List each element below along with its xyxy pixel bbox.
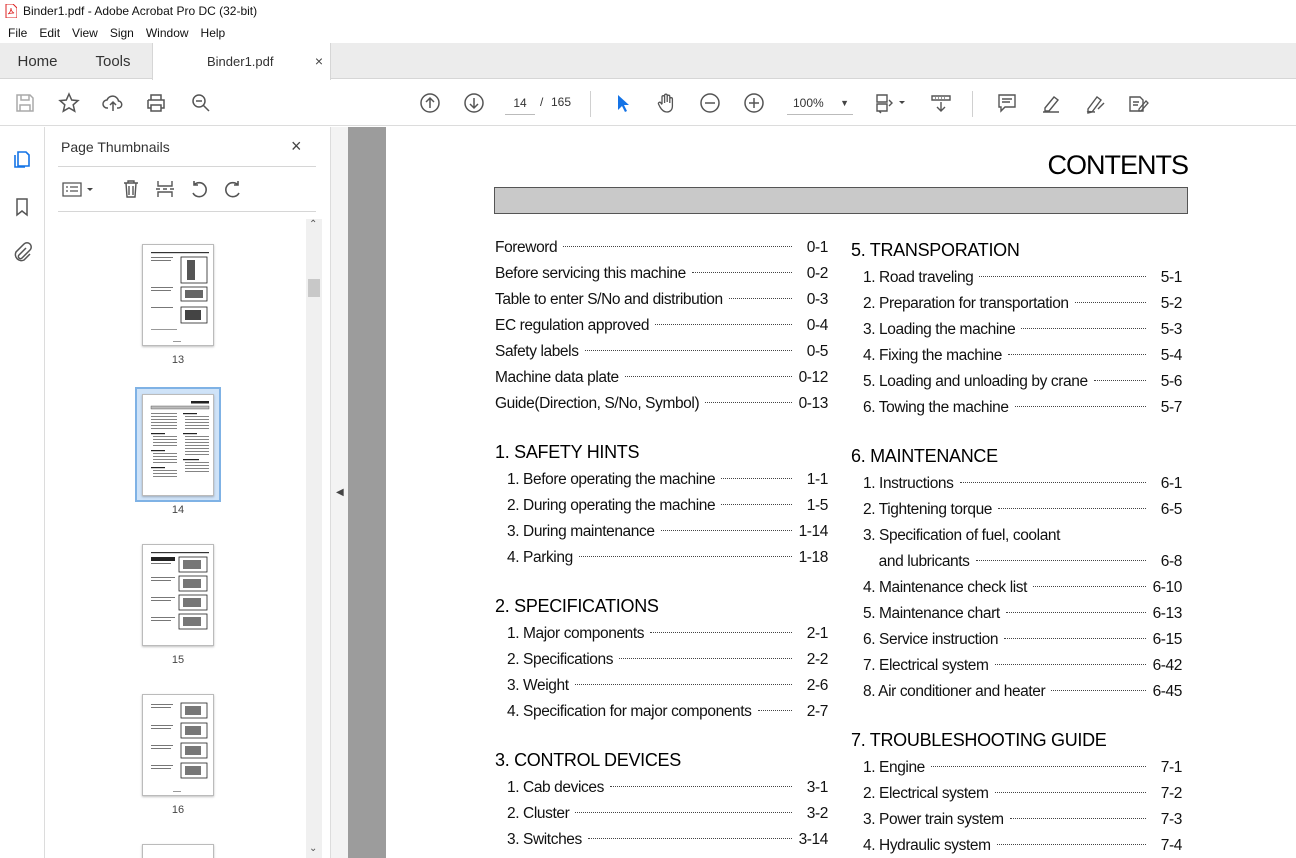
menu-file[interactable]: File <box>8 25 28 40</box>
page-thumbnail-number: 16 <box>171 804 185 816</box>
collapse-panel-arrow-icon[interactable]: ◀ <box>336 487 344 498</box>
toc-section-title: 2. SPECIFICATIONS <box>495 596 659 616</box>
toc-dot-leader <box>1006 612 1146 613</box>
tab-tools[interactable]: Tools <box>95 52 131 70</box>
toc-entry[interactable] <box>495 313 828 339</box>
select-cursor-icon[interactable] <box>610 91 634 115</box>
toolbar-divider <box>590 91 591 117</box>
split-page-icon[interactable] <box>153 177 177 201</box>
toc-entry[interactable] <box>851 833 1182 858</box>
toc-right-column <box>851 235 1182 858</box>
page-thumbnails-icon[interactable] <box>10 147 34 171</box>
toc-entry[interactable] <box>851 549 1182 575</box>
toc-dot-leader <box>585 350 792 351</box>
toc-dot-leader <box>721 478 792 479</box>
toc-entry-page: 6-10 <box>1152 579 1182 596</box>
toc-entry[interactable] <box>495 391 828 417</box>
toc-dot-leader <box>1010 818 1146 819</box>
toc-entry[interactable] <box>495 339 828 365</box>
page-thumbnail-15[interactable] <box>142 544 214 646</box>
toc-section-title: 5. TRANSPORATION <box>851 240 1020 260</box>
toc-entry-page: 6-42 <box>1152 657 1182 674</box>
page-preview-image <box>143 695 214 796</box>
hand-tool-icon[interactable] <box>654 91 678 115</box>
toc-entry-label: 3. Specification of fuel, coolant <box>863 527 1061 544</box>
menu-view[interactable]: View <box>72 25 98 40</box>
toc-entry-label: Foreword <box>495 239 558 256</box>
scroll-down-arrow-icon[interactable]: ⌄ <box>309 843 318 854</box>
toc-left-column <box>495 235 828 853</box>
highlight-pen-icon[interactable] <box>1039 91 1063 115</box>
toc-entry-page: 5-6 <box>1160 373 1182 390</box>
menu-edit[interactable]: Edit <box>39 25 61 40</box>
toc-entry-label: Before servicing this machine <box>495 265 686 282</box>
toc-entry-page: 3-2 <box>806 805 828 822</box>
toc-entry-page: 2-6 <box>806 677 828 694</box>
fill-sign-icon[interactable] <box>1126 91 1150 115</box>
toc-entry-page: 3-1 <box>806 779 828 796</box>
toc-entry[interactable] <box>851 265 1182 291</box>
panel-divider <box>58 166 316 167</box>
toc-entry-label: 1. Cab devices <box>507 779 604 796</box>
zoom-in-icon[interactable] <box>742 91 766 115</box>
toc-entry-page: 6-1 <box>1160 475 1182 492</box>
toc-entry-label: 4. Parking <box>507 549 573 566</box>
bookmarks-icon[interactable] <box>10 195 34 219</box>
rotate-left-icon[interactable] <box>187 177 211 201</box>
toc-entry[interactable] <box>495 545 828 571</box>
toc-section-title: 1. SAFETY HINTS <box>495 442 640 462</box>
toc-entry[interactable] <box>851 497 1182 523</box>
toc-entry-label: 2. Preparation for transportation <box>863 295 1069 312</box>
toc-entry-label: and lubricants <box>863 553 970 570</box>
toc-entry[interactable] <box>495 699 828 725</box>
tab-close-button[interactable]: × <box>314 53 323 69</box>
toc-entry-label: 5. Maintenance chart <box>863 605 1000 622</box>
scrollbar-thumb[interactable] <box>308 279 320 297</box>
toc-dot-leader <box>1075 302 1146 303</box>
contents-heading: CONTENTS <box>1047 150 1188 180</box>
toc-dot-leader <box>563 246 792 247</box>
toc-entry-page: 0-3 <box>806 291 828 308</box>
page-thumbnail-number: 14 <box>171 504 185 516</box>
toc-entry-page: 7-4 <box>1160 837 1182 854</box>
toc-entry[interactable] <box>851 653 1182 679</box>
toc-entry[interactable] <box>495 287 828 313</box>
toc-dot-leader <box>1004 638 1146 639</box>
toc-section-title: 7. TROUBLESHOOTING GUIDE <box>851 730 1107 750</box>
toc-entry[interactable] <box>851 369 1182 395</box>
toc-entry[interactable] <box>851 395 1182 421</box>
toc-dot-leader <box>1015 406 1146 407</box>
toc-entry[interactable] <box>495 467 828 493</box>
menu-help[interactable]: Help <box>200 25 226 40</box>
panel-close-button[interactable]: × <box>291 136 302 156</box>
main-toolbar <box>0 80 1296 126</box>
page-preview-image <box>143 245 214 346</box>
toc-entry-label: 5. Loading and unloading by crane <box>863 373 1088 390</box>
tab-document[interactable] <box>152 43 331 80</box>
toc-entry[interactable] <box>851 343 1182 369</box>
toc-entry-label: 2. Electrical system <box>863 785 989 802</box>
toc-entry-page: 6-45 <box>1152 683 1182 700</box>
toc-dot-leader <box>979 276 1146 277</box>
thumbnail-tools <box>46 175 330 205</box>
total-pages: 165 <box>551 95 572 109</box>
toc-entry-label: 4. Maintenance check list <box>863 579 1028 596</box>
toc-entry-page: 1-18 <box>798 549 828 566</box>
page-thumbnail-number: 15 <box>171 654 185 666</box>
toc-entry-label: 1. Before operating the machine <box>507 471 716 488</box>
toc-entry-page: 5-4 <box>1160 347 1182 364</box>
toc-entry-page: 0-4 <box>806 317 828 334</box>
toc-entry-page: 3-14 <box>798 831 828 848</box>
toc-entry-label: 3. Loading the machine <box>863 321 1016 338</box>
toc-entry-label: 3. Weight <box>507 677 569 694</box>
toc-entry-page: 1-5 <box>806 497 828 514</box>
pdf-page <box>386 127 1296 858</box>
toc-entry-page: 2-7 <box>806 703 828 720</box>
toc-entry-page: 0-1 <box>806 239 828 256</box>
toc-entry-label: 1. Instructions <box>863 475 954 492</box>
toc-entry[interactable] <box>495 519 828 545</box>
toc-entry-label: Safety labels <box>495 343 579 360</box>
toc-entry-label: 1. Engine <box>863 759 925 776</box>
toc-entry[interactable] <box>495 801 828 827</box>
toc-entry[interactable] <box>495 673 828 699</box>
previous-page-icon[interactable] <box>418 91 442 115</box>
toc-dot-leader <box>758 710 792 711</box>
document-viewport[interactable] <box>348 127 1296 858</box>
comment-icon[interactable] <box>995 91 1019 115</box>
toc-entry-page: 5-2 <box>1160 295 1182 312</box>
toc-entry-page: 7-1 <box>1160 759 1182 776</box>
page-preview-image <box>143 545 214 646</box>
toc-entry-page: 1-1 <box>806 471 828 488</box>
menu-window[interactable]: Window <box>145 25 189 40</box>
tab-home[interactable]: Home <box>17 52 58 70</box>
toc-entry-label: 6. Towing the machine <box>863 399 1009 416</box>
toc-dot-leader <box>575 684 792 685</box>
page-thumbnail-partial[interactable] <box>142 844 214 858</box>
delete-page-icon[interactable] <box>119 177 143 201</box>
contents-header-bar <box>494 187 1188 214</box>
toc-entry-page: 7-2 <box>1160 785 1182 802</box>
toc-entry-label: 3. During maintenance <box>507 523 655 540</box>
window-title: Binder1.pdf - Adobe Acrobat Pro DC (32-bit) <box>23 4 258 18</box>
thumbnail-options-icon[interactable] <box>60 177 96 201</box>
toc-entry-page: 0-12 <box>798 369 828 386</box>
toc-entry-page: 6-8 <box>1160 553 1182 570</box>
toc-dot-leader <box>655 324 792 325</box>
toc-entry[interactable] <box>851 471 1182 497</box>
toc-dot-leader <box>650 632 792 633</box>
toc-entry[interactable] <box>495 621 828 647</box>
toolbar-divider <box>972 91 973 117</box>
thumbnail-scrollbar[interactable] <box>306 219 322 858</box>
page-preview-image <box>143 395 214 496</box>
toc-entry-label: 8. Air conditioner and heater <box>863 683 1046 700</box>
toc-entry-label: Machine data plate <box>495 369 619 386</box>
toc-entry[interactable] <box>495 775 828 801</box>
toc-entry-page: 7-3 <box>1160 811 1182 828</box>
toc-entry-label: EC regulation approved <box>495 317 650 334</box>
current-page-input[interactable] <box>505 91 535 115</box>
toc-entry[interactable] <box>495 827 828 853</box>
toc-entry-label: 4. Fixing the machine <box>863 347 1002 364</box>
toc-dot-leader <box>995 792 1146 793</box>
page-display-icon[interactable] <box>872 91 908 115</box>
toc-dot-leader <box>575 812 792 813</box>
star-bookmark-icon[interactable] <box>57 91 81 115</box>
scroll-up-arrow-icon[interactable]: ⌃ <box>309 219 318 230</box>
toc-entry-label: 1. Major components <box>507 625 645 642</box>
toc-entry-page: 1-14 <box>798 523 828 540</box>
toc-entry[interactable] <box>495 261 828 287</box>
panel-title: Page Thumbnails <box>61 139 170 155</box>
toc-dot-leader <box>997 844 1146 845</box>
toc-entry-page: 6-15 <box>1152 631 1182 648</box>
tab-bar <box>0 43 1296 79</box>
left-navigation-rail <box>0 127 45 858</box>
toc-entry-label: 4. Specification for major components <box>507 703 752 720</box>
toc-entry-label: 2. Specifications <box>507 651 614 668</box>
toc-dot-leader <box>705 402 792 403</box>
toc-dot-leader <box>729 298 792 299</box>
sign-pen-icon[interactable] <box>1083 91 1107 115</box>
next-page-icon[interactable] <box>462 91 486 115</box>
upload-cloud-icon[interactable] <box>101 91 125 115</box>
zoom-level-dropdown[interactable] <box>787 91 853 115</box>
toc-dot-leader <box>960 482 1147 483</box>
page-thumbnail-16[interactable] <box>142 694 214 796</box>
toc-entry-label: 7. Electrical system <box>863 657 989 674</box>
toc-entry-page: 5-3 <box>1160 321 1182 338</box>
toc-entry-page: 0-5 <box>806 343 828 360</box>
page-separator: / <box>540 95 544 109</box>
print-icon[interactable] <box>144 91 168 115</box>
toc-dot-leader <box>588 838 792 839</box>
toc-entry-label: 4. Hydraulic system <box>863 837 991 854</box>
toc-entry[interactable] <box>851 627 1182 653</box>
toc-section-title: 3. CONTROL DEVICES <box>495 750 681 770</box>
toc-entry-page: 5-1 <box>1160 269 1182 286</box>
panel-divider <box>58 211 316 212</box>
toc-entry-label: 2. Tightening torque <box>863 501 993 518</box>
toc-entry-label: 2. During operating the machine <box>507 497 716 514</box>
menu-bar <box>0 22 1296 43</box>
toc-entry[interactable] <box>851 781 1182 807</box>
toc-entry-label: 6. Service instruction <box>863 631 999 648</box>
toc-dot-leader <box>1094 380 1146 381</box>
toc-entry[interactable] <box>851 601 1182 627</box>
toc-entry-label: 2. Cluster <box>507 805 570 822</box>
toc-entry-page: 2-2 <box>806 651 828 668</box>
toc-entry[interactable] <box>851 291 1182 317</box>
attachments-paperclip-icon[interactable] <box>10 240 34 264</box>
toc-dot-leader <box>692 272 792 273</box>
toc-entry[interactable] <box>851 679 1182 705</box>
toc-entry[interactable] <box>851 523 1182 549</box>
toc-dot-leader <box>579 556 792 557</box>
menu-sign[interactable]: Sign <box>109 25 134 40</box>
toc-entry[interactable] <box>851 807 1182 833</box>
scroll-mode-icon[interactable] <box>929 91 953 115</box>
toc-dot-leader <box>931 766 1146 767</box>
toc-entry-page: 6-5 <box>1160 501 1182 518</box>
save-icon[interactable] <box>13 91 37 115</box>
toc-dot-leader <box>995 664 1146 665</box>
toc-dot-leader <box>661 530 792 531</box>
toc-entry[interactable] <box>851 755 1182 781</box>
toc-entry-label: Table to enter S/No and distribution <box>495 291 723 308</box>
toc-entry[interactable] <box>495 493 828 519</box>
page-thumbnail-number: 13 <box>171 354 185 366</box>
toc-entry-page: 2-1 <box>806 625 828 642</box>
toc-dot-leader <box>625 376 792 377</box>
toc-dot-leader <box>619 658 792 659</box>
toc-entry-page: 0-2 <box>806 265 828 282</box>
toc-dot-leader <box>1021 328 1146 329</box>
toc-dot-leader <box>976 560 1146 561</box>
toc-dot-leader <box>610 786 792 787</box>
toc-dot-leader <box>721 504 792 505</box>
search-zoom-icon[interactable] <box>189 91 213 115</box>
toc-entry[interactable] <box>851 317 1182 343</box>
toc-entry[interactable] <box>495 647 828 673</box>
toc-entry-label: 3. Switches <box>507 831 582 848</box>
acrobat-pdf-icon <box>5 4 17 18</box>
chevron-down-icon: ▼ <box>840 97 849 108</box>
toc-entry-label: 3. Power train system <box>863 811 1004 828</box>
toc-dot-leader <box>1008 354 1146 355</box>
window-titlebar <box>0 0 1296 22</box>
page-thumbnail-14[interactable] <box>142 394 214 496</box>
toc-entry-label: 1. Road traveling <box>863 269 974 286</box>
panel-splitter[interactable] <box>330 127 348 858</box>
toc-section-title: 6. MAINTENANCE <box>851 446 998 466</box>
toc-entry-label: Guide(Direction, S/No, Symbol) <box>495 395 700 412</box>
toc-entry[interactable] <box>495 365 828 391</box>
zoom-out-icon[interactable] <box>698 91 722 115</box>
zoom-level-value: 100% <box>793 95 824 110</box>
toc-entry-page: 5-7 <box>1160 399 1182 416</box>
page-thumbnails-panel <box>46 127 330 858</box>
toc-entry-page: 6-13 <box>1152 605 1182 622</box>
tab-document-label: Binder1.pdf <box>207 54 274 69</box>
toc-dot-leader <box>1033 586 1146 587</box>
rotate-right-icon[interactable] <box>221 177 245 201</box>
toc-entry[interactable] <box>495 235 828 261</box>
page-thumbnail-13[interactable] <box>142 244 214 346</box>
toc-entry[interactable] <box>851 575 1182 601</box>
toc-entry-page: 0-13 <box>798 395 828 412</box>
toc-dot-leader <box>1051 690 1146 691</box>
toc-dot-leader <box>998 508 1146 509</box>
